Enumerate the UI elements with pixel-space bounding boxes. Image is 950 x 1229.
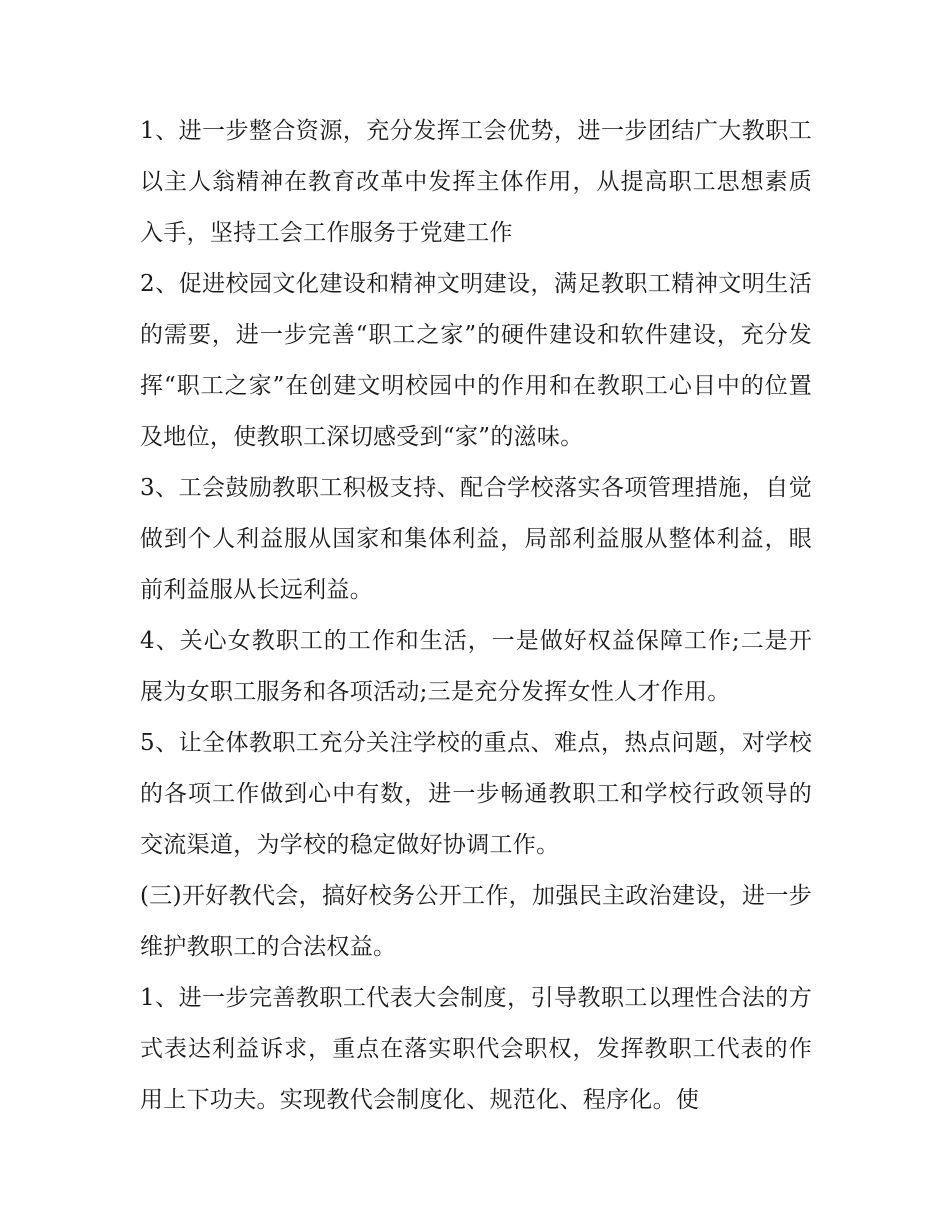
paragraph-item-1: 1、进一步整合资源，充分发挥工会优势，进一步团结广大教职工以主人翁精神在教育改革中发挥主体作用，从提高职工思想素质入手，坚持工会工作服务于党建工作 <box>140 118 812 246</box>
section-heading-3: (三)开好教代会，搞好校务公开工作，加强民主政治建设，进一步维护教职工的合法权益。 <box>140 883 812 960</box>
paragraph-item-5: 5、让全体教职工充分关注学校的重点、难点，热点问题，对学校的各项工作做到心中有数，进一步畅通教职工和学校行政领导的交流渠道，为学校的稳定做好协调工作。 <box>140 730 812 858</box>
paragraph-item-4: 4、关心女教职工的工作和生活，一是做好权益保障工作;二是开展为女职工服务和各项活动;三是充分发挥女性人才作用。 <box>140 628 812 705</box>
paragraph-item-2: 2、促进校园文化建设和精神文明建设，满足教职工精神文明生活的需要，进一步完善“职工之家”的硬件建设和软件建设，充分发挥“职工之家”在创建文明校园中的作用和在教职工心目中的位置及地位，使教职工深切感受到“家”的滋味。 <box>140 271 812 450</box>
document-body <box>140 106 812 1126</box>
paragraph-item-6: 1、进一步完善教职工代表大会制度，引导教职工以理性合法的方式表达利益诉求，重点在落实职代会职权，发挥教职工代表的作用上下功夫。实现教代会制度化、规范化、程序化。使 <box>140 985 812 1113</box>
paragraph-item-3: 3、工会鼓励教职工积极支持、配合学校落实各项管理措施，自觉做到个人利益服从国家和集体利益，局部利益服从整体利益，眼前利益服从长远利益。 <box>140 475 812 603</box>
